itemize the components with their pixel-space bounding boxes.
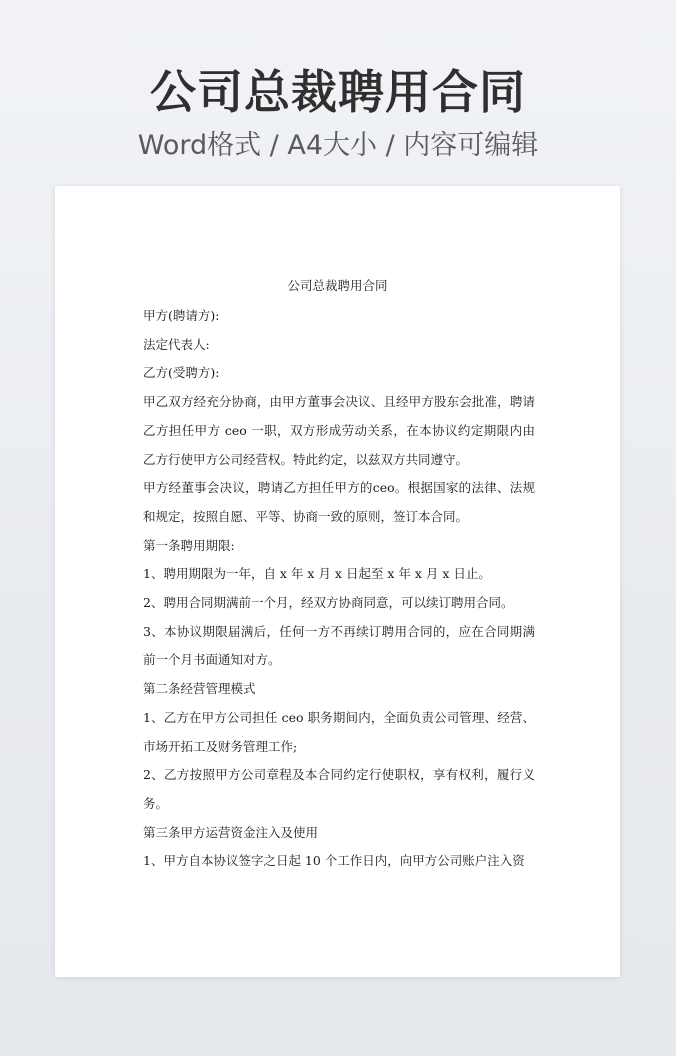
article-2-heading: 第二条经营管理模式	[143, 681, 256, 697]
banner	[0, 60, 676, 166]
banner-subtitle: Word格式 / A4大小 / 内容可编辑	[137, 130, 539, 161]
article-1-clause-3: 3、本协议期限届满后，任何一方不再续订聘用合同的，应在合同期满前一个月书面通知对方。	[143, 623, 535, 668]
board-resolution-paragraph: 甲方经董事会决议，聘请乙方担任甲方的ceo。根据国家的法律、法规和规定，按照自愿、平等、协商一致的原则，签订本合同。	[143, 480, 535, 524]
article-3-heading: 第三条甲方运营资金注入及使用	[143, 824, 319, 840]
banner-title: 公司总裁聘用合同	[150, 65, 526, 119]
party-a-line: 甲方(聘请方):	[143, 308, 220, 323]
article-1-clause-1: 1、聘用期限为一年，自 x 年 x 月 x 日起至 x 年 x 月 x 日止。	[143, 566, 491, 582]
document-title: 公司总裁聘用合同	[287, 278, 388, 293]
article-1-clause-2: 2、聘用合同期满前一个月，经双方协商同意，可以续订聘用合同。	[143, 595, 514, 611]
legal-representative-line: 法定代表人:	[143, 336, 210, 352]
article-2-clause-2: 2、乙方按照甲方公司章程及本合同约定行使职权，享有权利，履行义务。	[143, 767, 535, 811]
article-2-clause-1: 1、乙方在甲方公司担任 ceo 职务期间内，全面负责公司管理、经营、市场开拓工及财务管理工作;	[143, 709, 535, 754]
preamble-paragraph: 甲乙双方经充分协商，由甲方董事会决议、且经甲方股东会批准，聘请乙方担任甲方 ceo 一职，双方形成劳动关系，在本协议约定期限内由乙方行使甲方公司经营权。特此约定，以兹双方共同遵守。	[143, 394, 535, 467]
document-page	[55, 186, 620, 977]
article-3-clause-1: 1、甲方自本协议签字之日起 10 个工作日内，向甲方公司账户注入资	[143, 853, 525, 869]
document-body	[143, 302, 535, 876]
article-1-heading: 第一条聘用期限:	[143, 537, 235, 553]
party-b-line: 乙方(受聘方):	[143, 365, 220, 381]
